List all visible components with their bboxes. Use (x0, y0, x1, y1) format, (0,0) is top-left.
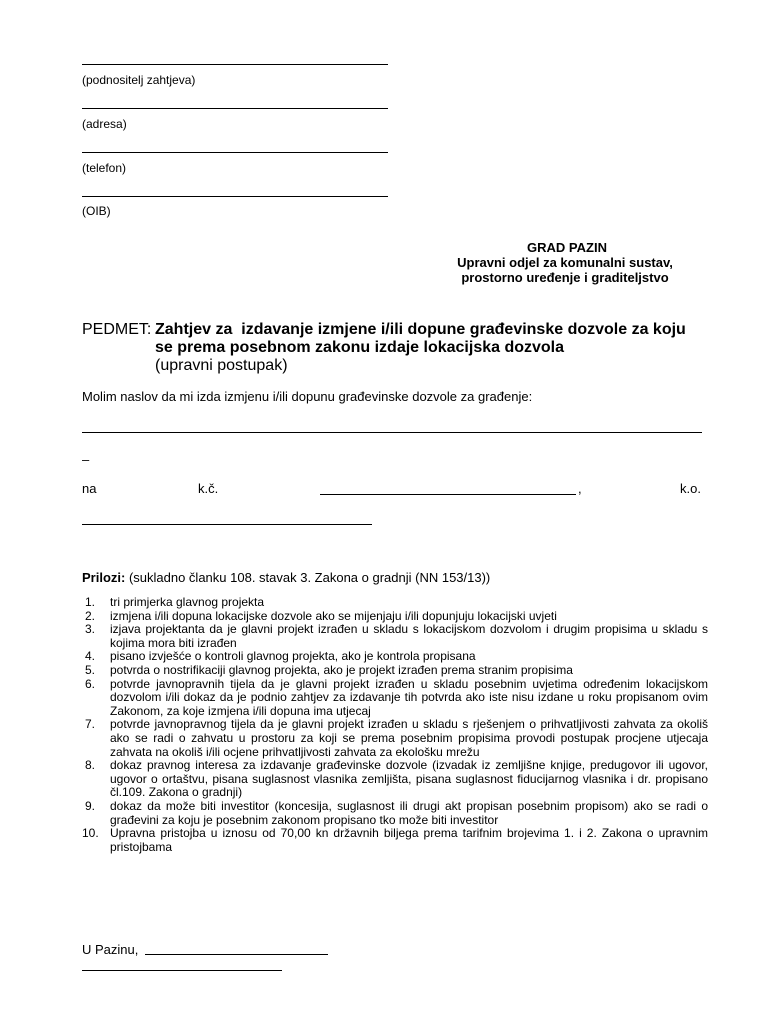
list-item: 4. pisano izvješće o kontroli glavnog projekta, ako je kontrola propisana (85, 649, 476, 664)
list-item: 2. izmjena i/ili dopuna lokacijske dozvole ako se mijenjaju i/ili dopunjuju lokacijski uvjeti (85, 608, 557, 623)
subject-title-line1: Zahtjev za izdavanje izmjene i/ili dopune građevinske dozvole za koju (155, 321, 686, 338)
place-label: U Pazinu, (82, 942, 139, 957)
applicant-name-line[interactable] (82, 64, 388, 65)
address-label: (adresa) (82, 117, 127, 131)
recipient-department-cont: prostorno uređenje i graditeljstvo (461, 270, 669, 285)
list-item: 7. potvrde javnopravnog tijela da je glavni projekt izrađen u skladu s rješenjem o prihvatljivosti zahvata za okoliš ako se radi o zahvatu u prostoru za koji se prema posebnim propisima provodi postupak procjene utjecaja zahvata na okoliš i/ili ocjene prihvatljivosti zahvata za ekološku mrežu (85, 717, 708, 759)
subject-label: PEDMET: (82, 321, 152, 338)
oib-label: (OIB) (82, 204, 111, 218)
cadastral-parcel-label: k.č. (198, 481, 219, 496)
cadastral-municipality-line[interactable] (82, 524, 372, 525)
recipient-city: GRAD PAZIN (527, 240, 607, 255)
attachments-heading (82, 570, 490, 585)
attachments-label: Prilozi: (82, 570, 126, 585)
phone-label: (telefon) (82, 161, 127, 175)
continuation-dash: – (82, 452, 90, 467)
recipient-block (420, 240, 710, 285)
cadastral-parcel-line[interactable] (320, 494, 576, 495)
na-label: na (82, 481, 97, 496)
list-item: 10. Upravna pristojba u iznosu od 70,00 kn državnih biljega prema tarifnim brojevima 1. i 2. Zakona o upravnim pristojbama (82, 826, 708, 854)
list-item: 8. dokaz pravnog interesa za izdavanje građevinske dozvole (izvadak iz zemljišne knjige, predugovor ili ugovor, ugovor o ortaštvu, pisana suglasnost vlasnika zemljišta, pisana suglasnost fiducijarnog vlasnika i dr. propisano čl.109. Zakona o gradnji) (85, 758, 708, 800)
attachments-list (82, 596, 708, 854)
oib-line[interactable] (82, 196, 388, 197)
list-item: 9. dokaz da može biti investitor (koncesija, suglasnost ili drugi akt propisan posebnim propisom) ako se radi o građevini za koju je posebnim zakonom propisano tko može biti investitor (85, 798, 708, 827)
list-item: 5. potvrda o nostrifikaciji glavnog projekta, ako je projekt izrađen prema stranim propisima (85, 662, 573, 677)
cadastral-municipality-label: k.o. (680, 481, 701, 496)
subject-title-line2: se prema posebnom zakonu izdaje lokacijska dozvola (155, 339, 565, 356)
procedure-type: (upravni postupak) (155, 357, 288, 374)
signature-line[interactable] (82, 970, 282, 971)
list-item: 1. tri primjerka glavnog projekta (85, 595, 265, 609)
recipient-department: Upravni odjel za komunalni sustav, (457, 255, 673, 270)
phone-line[interactable] (82, 152, 388, 153)
applicant-name-label: (podnositelj zahtjeva) (82, 73, 196, 87)
attachments-note: (sukladno članku 108. stavak 3. Zakona o gradnji (NN 153/13)) (125, 570, 491, 585)
date-line[interactable] (145, 954, 328, 955)
list-item: 3. izjava projektanta da je glavni projekt izrađen u skladu s lokacijskom dozvolom i drugim propisima u skladu s kojima mora biti izrađen (85, 622, 708, 650)
building-description-line[interactable] (82, 432, 702, 433)
list-item: 6. potvrde javnopravnih tijela da je glavni projekt izrađen u skladu posebnim uvjetima određenim lokacijskom dozvolom i/ili dokaz da je podnio zahtjev za izdavanje tih potvrda ako iste nisu izdane u roku propisanom ovim Zakonom, za koje izmjena i/ili dopuna ima utjecaj (85, 676, 708, 718)
request-text: Molim naslov da mi izda izmjenu i/ili dopunu građevinske dozvole za građenje: (82, 389, 533, 404)
parcel-comma: , (578, 481, 582, 496)
subject-title (155, 321, 715, 357)
address-line[interactable] (82, 108, 388, 109)
